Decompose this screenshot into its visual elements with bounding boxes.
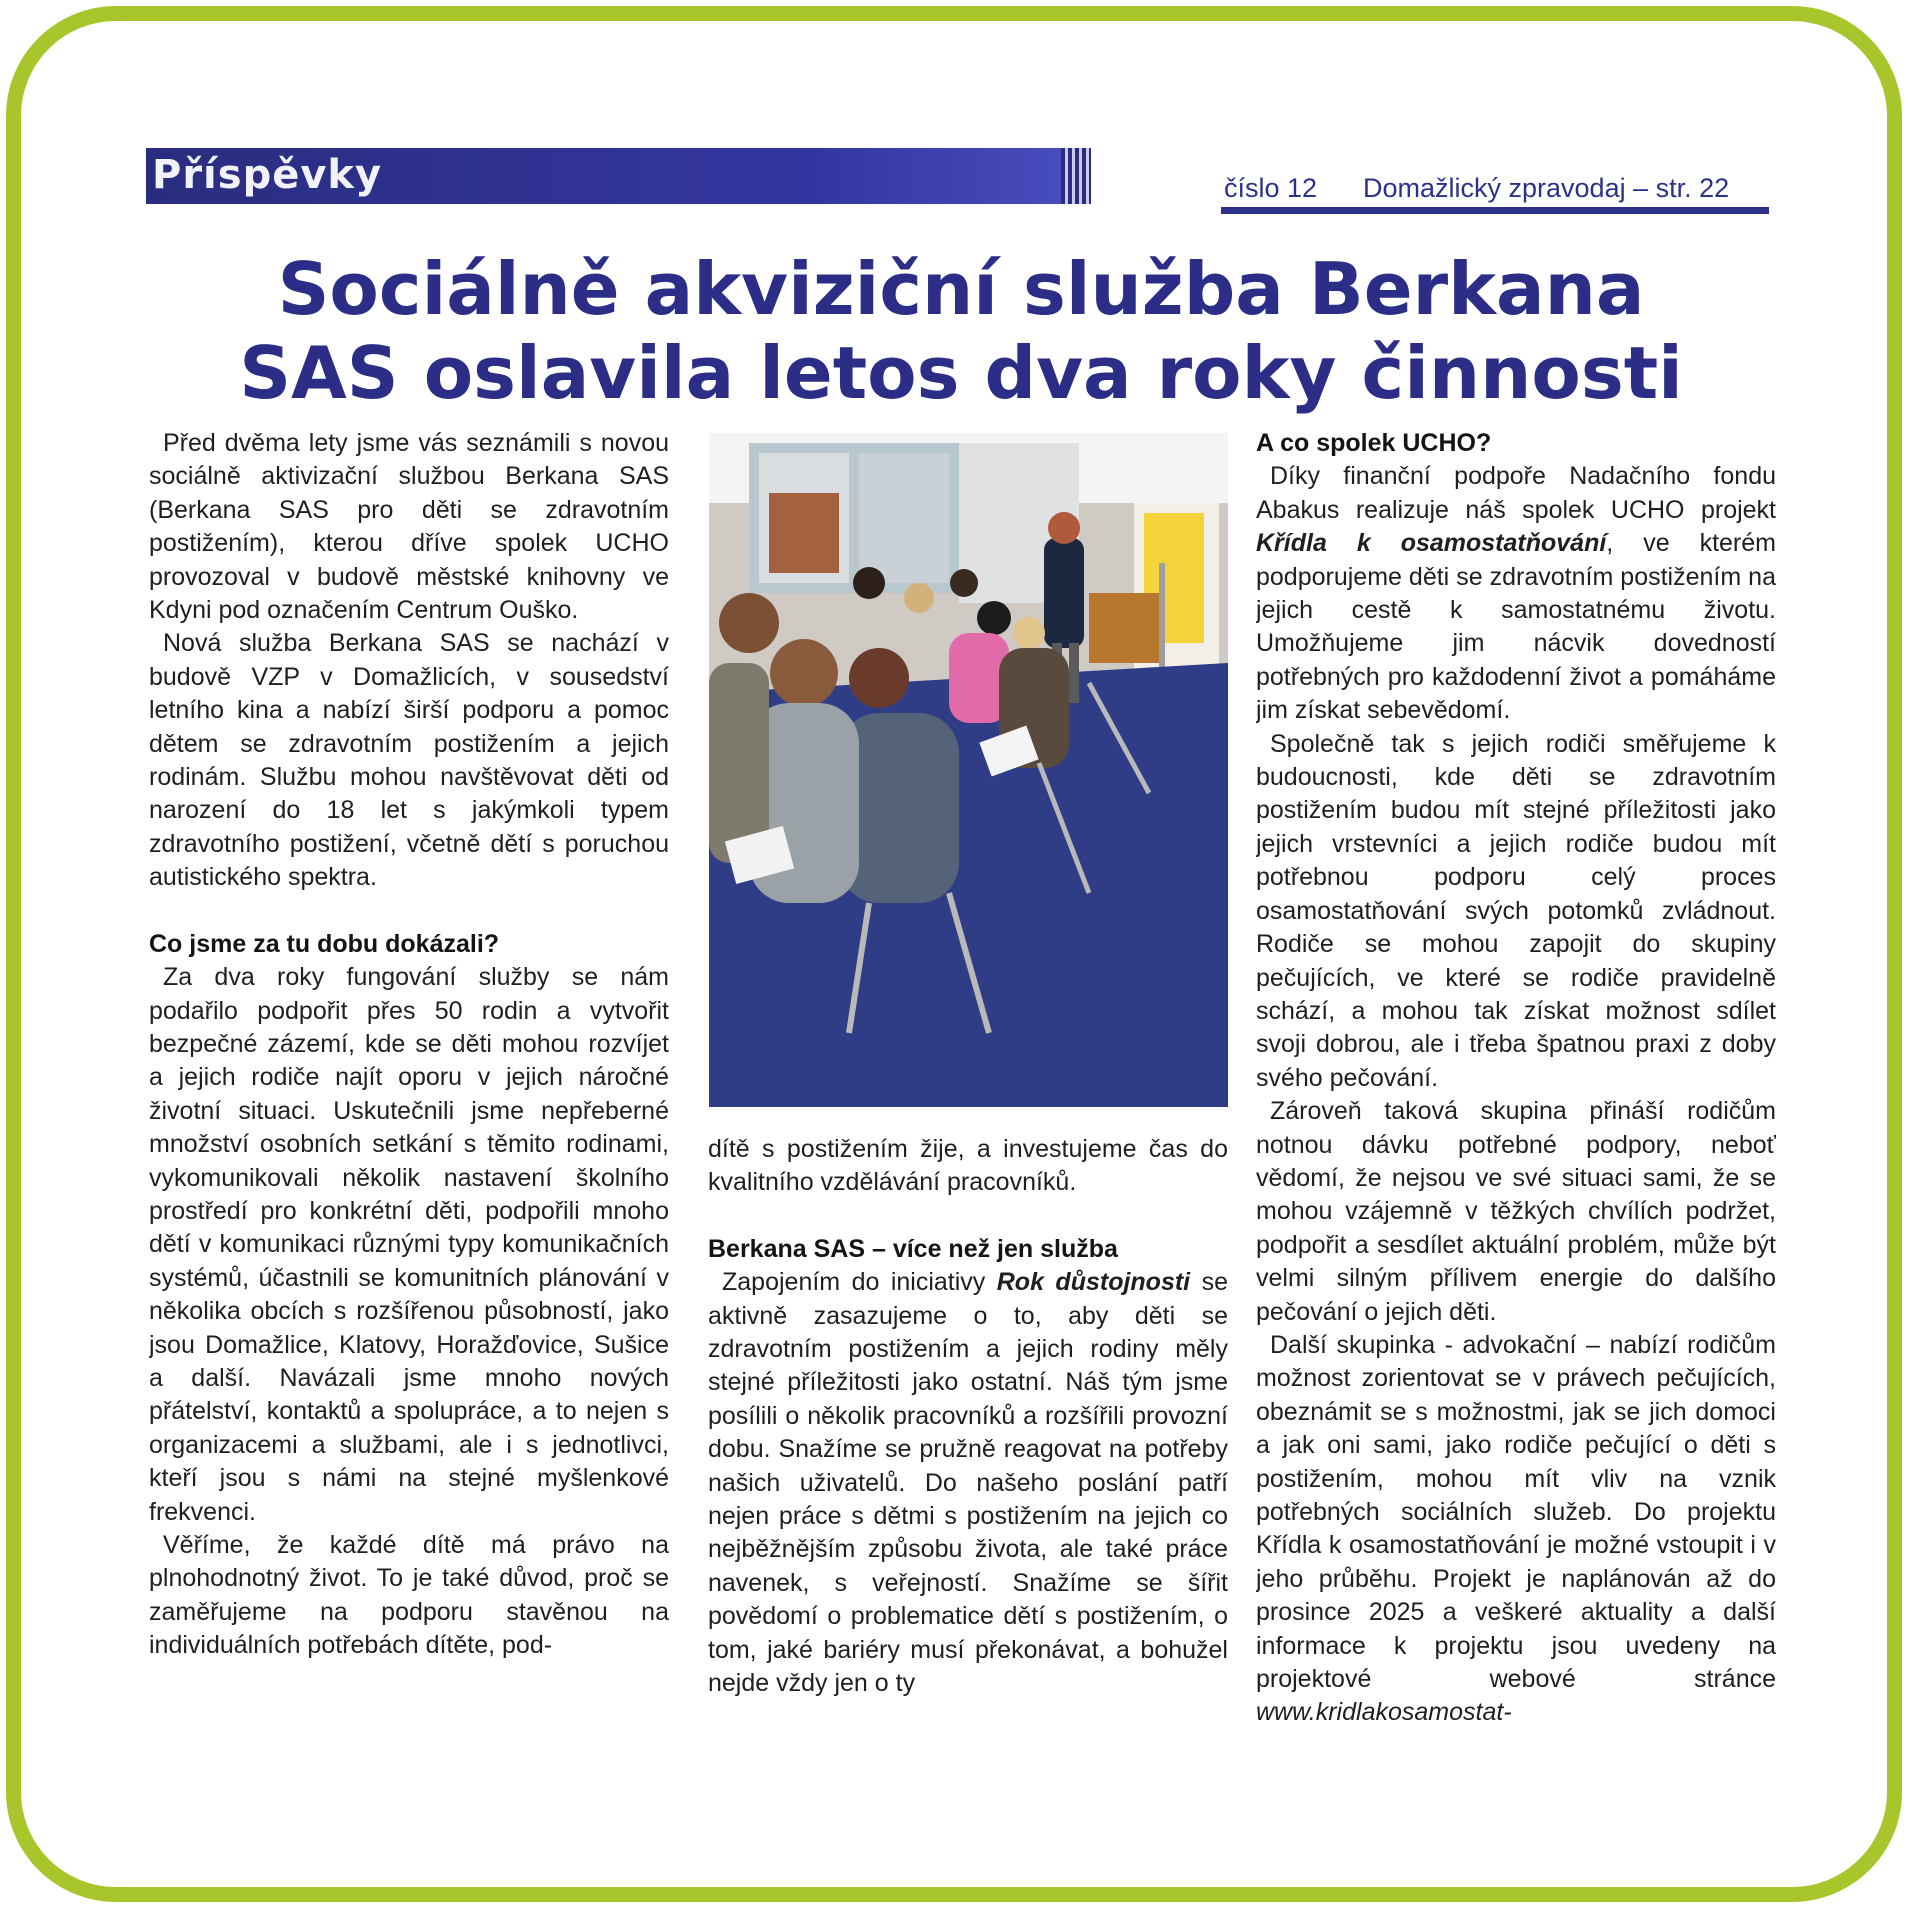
col1-paragraph-1: Před dvěma lety jsme vás seznámili s novou sociálně aktivizační službou Berkana SAS (Berkana SAS pro děti se zdravotním postižením), kterou dříve spolek UCHO provozoval v budově městské knihovny ve Kdyni pod označením Centrum Ouško. bbox=[149, 429, 669, 625]
newspaper-page bbox=[21, 21, 1887, 1887]
workshop-photo bbox=[709, 433, 1228, 1107]
rounded-frame bbox=[6, 6, 1902, 1902]
col3-paragraph-1-start: Díky finanční podpoře Nadačního fondu Abakus realizuje náš spolek UCHO projekt bbox=[1256, 462, 1776, 524]
col2-heading: Berkana SAS – více než jen služba bbox=[708, 1234, 1118, 1263]
headline-line-1: Sociálně akviziční služba Berkana bbox=[277, 247, 1645, 331]
col1-paragraph-2: Nová služba Berkana SAS se nachází v budově VZP v Domažlicích, v sousedství letního kina a nabízí širší podporu a pomoc dětem se zdravotním postižením a jejich rodinám. Službu mohou navštěvovat děti od narození do 18 let s jakýmkoli typem zdravotního postižení, včetně dětí s poruchou autistického spektra. bbox=[149, 629, 669, 892]
col2-paragraph-2-start: Zapojením do iniciativy bbox=[722, 1268, 997, 1297]
col2-paragraph-1: dítě s postižením žije, a investujeme čas do kvalitního vzdělávání pracovníků. bbox=[708, 1135, 1228, 1197]
section-label: Příspěvky bbox=[152, 152, 383, 198]
column-3 bbox=[1256, 427, 1776, 1733]
issue-number: číslo 12 bbox=[1224, 173, 1318, 203]
col3-paragraph-1-end: , ve kterém podporujeme děti se zdravotním postižením na jejich cestě k samostatnému životu. Umožňujeme jim nácvik dovedností potřebných pro každodenní život a pomáháme jim získat sebevědomí. bbox=[1256, 529, 1776, 725]
col1-heading: Co jsme za tu dobu dokázali? bbox=[149, 929, 500, 958]
col3-paragraph-2: Společně tak s jejich rodiči směřujeme k budoucnosti, kde děti se zdravotním postižením budou mít stejné příležitosti jako jejich vrstevníci a jejich rodiče budou mít potřebnou podporu celý proces osamostatňování svých potomků zvládnout. Rodiče se mohou zapojit do skupiny pečujících, ve které se rodiče pravidelně schází, a mohou tak získat možnost sdílet svoji dobrou, ale i třeba špatnou praxi z doby svého pečování. bbox=[1256, 729, 1776, 1092]
project-web-link[interactable]: www.kridlakosamostat- bbox=[1256, 1698, 1512, 1727]
band-stripes bbox=[1061, 148, 1091, 204]
column-2 bbox=[708, 1133, 1228, 1733]
column-1 bbox=[149, 427, 669, 1733]
section-band bbox=[146, 148, 1091, 204]
col2-paragraph-2-end: se aktivně zasazujeme o to, aby děti se zdravotním postižením a jejich rodiny měly stejné příležitosti jako ostatní. Náš tým jsme posílili o několik pracovníků a rozšířili provozní dobu. Snažíme se pružně reagovat na potřeby našich uživatelů. Do našeho poslání patří nejen práce s dětmi s postižením na jejich co nejběžnějším způsobu života, ale také práce navenek, s veřejností. Snažíme se šířit povědomí o problematice dětí s postižením, o tom, jaké bariéry musí překonávat, a bohužel nejde vždy jen o ty bbox=[708, 1268, 1228, 1698]
col2-paragraph-2 bbox=[708, 1266, 1228, 1700]
header-rule bbox=[1221, 207, 1769, 214]
paper-name: Domažlický zpravodaj – str. 22 bbox=[1363, 173, 1730, 203]
workshop-photo-illustration bbox=[709, 433, 1228, 1107]
col3-paragraph-4-text: Další skupinka - advokační – nabízí rodičům možnost zorientovat se v právech pečujících, obeznámit se s možnostmi, jak se jich domoci a jak oni sami, jako rodiče pečující o děti s postižením, mohou mít vliv na vznik potřebných sociálních služeb. Do projektu Křídla k osamostatňování je možné vstoupit i v jeho průběhu. Projekt je naplánován až do prosince 2025 a veškeré aktuality a další informace k projektu jsou uvedeny na projektové webové stránce bbox=[1256, 1330, 1776, 1694]
kridla-emphasis: Křídla k osamostatňování bbox=[1256, 529, 1607, 558]
col3-heading: A co spolek UCHO? bbox=[1256, 429, 1492, 457]
rok-dustojnosti-emphasis: Rok důstojnosti bbox=[996, 1268, 1191, 1297]
headline bbox=[141, 247, 1781, 415]
col3-paragraph-4 bbox=[1256, 1329, 1776, 1730]
headline-line-2: SAS oslavila letos dva roky činnosti bbox=[239, 331, 1683, 415]
col3-paragraph-3: Zároveň taková skupina přináší rodičům notnou dávku potřebné podpory, neboť vědomí, že nejsou ve své situaci sami, že se mohou vzájemně v těžkých chvílích podržet, podpořit a sesdílet aktuální problém, může být velmi silným přílivem energie do dalšího pečování o jejich děti. bbox=[1256, 1097, 1776, 1326]
col3-paragraph-1 bbox=[1256, 460, 1776, 727]
col1-paragraph-3: Za dva roky fungování služby se nám podařilo podpořit přes 50 rodin a vytvořit bezpečné zázemí, kde se děti mohou rozvíjet a jejich rodiče najít oporu v jejich náročné životní situaci. Uskutečnili jsme nepřeberné množství osobních setkání s těmito rodinami, vykomunikovali několik nastavení školního prostředí pro konkrétní děti, podpořili mnoho dětí v komunikaci různými typy komunikačních systémů, účastnili se komunitních plánování v několika obcích s rozšířenou působností, jako jsou Domažlice, Klatovy, Horažďovice, Sušice a další. Navázali jsme mnoho nových přátelství, kontaktů a spolupráce, a to nejen s organizacemi a službami, ale i s jednotlivci, kteří jsou s námi na stejné myšlenkové frekvenci. bbox=[149, 963, 669, 1526]
col1-paragraph-4: Věříme, že každé dítě má právo na plnohodnotný život. To je také důvod, proč se zaměřujeme na podporu stavěnou na individuálních potřebách dítěte, pod- bbox=[149, 1531, 669, 1660]
